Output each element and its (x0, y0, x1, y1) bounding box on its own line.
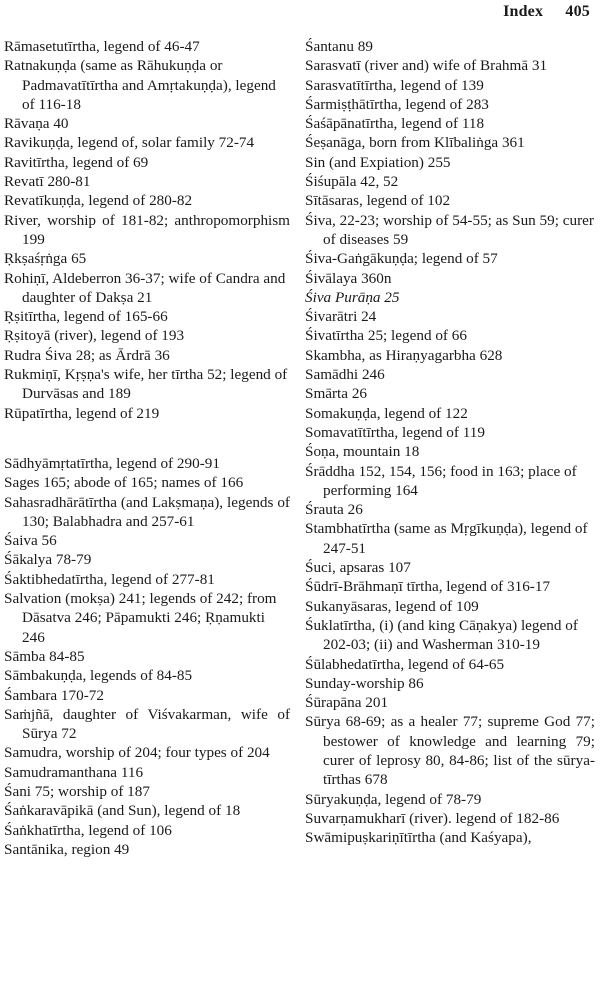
index-entry: Ṛṣitoyā (river), legend of 193 (4, 327, 185, 345)
index-entry: Śeṣanāga, born from Klībaliṅga 361 (305, 134, 525, 152)
index-entry: Sūrya 68-69; as a healer 77; supreme God 77; bestower of knowledge and learning 79; curer of leprosy 80, 84-86; list of the sūrya-tīrthas 678 (305, 713, 595, 789)
index-entry: Sarasvatī (river and) wife of Brahmā 31 (305, 57, 548, 75)
index-entry: Śoṇa, mountain 18 (305, 443, 420, 461)
index-entry: Śiva-Gaṅgākuṇḍa; legend of 57 (305, 250, 498, 268)
index-entry: Śūdrī-Brāhmaṇī tīrtha, legend of 316-17 (305, 578, 551, 596)
index-entry: Sarasvatītīrtha, legend of 139 (305, 76, 484, 94)
index-entry: Santānika, region 49 (4, 840, 130, 858)
index-entry: Rohiṇī, Aldeberron 36-37; wife of Candra and daughter of Dakṣa 21 (4, 269, 286, 306)
running-head (503, 3, 590, 21)
index-entry: Ṛṣitīrtha, legend of 165-66 (4, 308, 168, 326)
index-entry: Śiśupāla 42, 52 (305, 173, 399, 191)
index-entry: Sāmbakuṇḍa, legends of 84-85 (4, 667, 193, 685)
index-entry: Śaśāpānatīrtha, legend of 118 (305, 115, 485, 133)
index-entry: Sunday-worship 86 (305, 674, 424, 692)
index-entry: Smārta 26 (305, 385, 368, 403)
index-entry: Samudra, worship of 204; four types of 204 (4, 744, 270, 762)
index-entry: Śuci, apsaras 107 (305, 559, 411, 577)
index-entry: Sūryakuṇḍa, legend of 78-79 (305, 790, 482, 808)
index-entry: Saṁjñā, daughter of Viśvakarman, wife of Sūrya 72 (4, 705, 290, 743)
index-entry: Śiva, 22-23; worship of 54-55; as Sun 59; curer of diseases 59 (305, 211, 594, 248)
index-entry: Śarmiṣṭhātīrtha, legend of 283 (305, 95, 489, 113)
index-entry: Ravitīrtha, legend of 69 (4, 153, 149, 171)
index-entry: Ravikuṇḍa, legend of, solar family 72-74 (4, 134, 255, 152)
index-entry: Salvation (mokṣa) 241; legends of 242; from Dāsatva 246; Pāpamukti 246; Ṛṇamukti 246 (4, 590, 277, 646)
index-entry: Śantanu 89 (305, 38, 373, 55)
index-entry: Śrāddha 152, 154, 156; food in 163; place of performing 164 (305, 462, 577, 499)
index-entry: Ratnakuṇḍa (same as Rāhukuṇḍa or Padmavatītīrtha and Amṛtakuṇḍa), legend of 116-18 (4, 57, 276, 113)
index-entry: Sages 165; abode of 165; names of 166 (4, 474, 244, 492)
index-entry: Somakuṇḍa, legend of 122 (305, 404, 468, 422)
index-entry: Sādhyāmṛtatīrtha, legend of 290-91 (4, 454, 220, 472)
index-entry: Rūpatīrtha, legend of 219 (4, 404, 160, 422)
index-entry: Śaṅkaravāpikā (and Sun), legend of 18 (4, 802, 241, 820)
index-entry: River, worship of 181-82; anthropomorphism 199 (4, 211, 290, 248)
index-entry: Stambhatīrtha (same as Mṛgīkuṇḍa), legend of 247-51 (305, 520, 588, 557)
index-entry: Somavatītīrtha, legend of 119 (305, 423, 485, 441)
index-entry: Śivarātri 24 (305, 308, 377, 326)
index-entry: Śiva Purāṇa 25 (305, 288, 400, 306)
index-entry: Śivatīrtha 25; legend of 66 (305, 327, 467, 345)
index-entry: Swāmipuṣkariṇītīrtha (and Kaśyapa), (305, 829, 532, 847)
index-entry: Rāmasetutīrtha, legend of 46-47 (4, 38, 200, 55)
index-entry: Śani 75; worship of 187 (4, 782, 150, 800)
index-entry: Rukmiṇī, Kṛṣṇa's wife, her tīrtha 52; legend of Durvāsas and 189 (4, 366, 288, 403)
index-entry: Śūrapāna 201 (305, 694, 389, 712)
index-entry: Sītāsaras, legend of 102 (305, 192, 451, 210)
index-entry: Revatī 280-81 (4, 173, 91, 191)
index-entry: Śrauta 26 (305, 501, 363, 519)
index-entry: Sāmba 84-85 (4, 647, 85, 665)
index-group-r (4, 37, 290, 423)
index-entry: Śaktibhedatīrtha, legend of 277-81 (4, 570, 215, 588)
index-entry: Samādhi 246 (305, 366, 385, 384)
index-entry: Śākalya 78-79 (4, 551, 92, 569)
index-group-s (4, 454, 290, 859)
index-entry: Sahasradhārātīrtha (and Lakṣmaṇa), legends of 130; Balabhadra and 257-61 (4, 493, 290, 530)
index-entry: Rudra Śiva 28; as Ārdrā 36 (4, 346, 170, 364)
index-entry: Śuklatīrtha, (i) (and king Cāṇakya) legend of 202-03; (ii) and Washerman 310-19 (305, 616, 578, 654)
index-entry: Rāvaṇa 40 (4, 115, 69, 133)
index-entry: Sukanyāsaras, legend of 109 (305, 597, 479, 615)
index-entry: Śaiva 56 (4, 532, 57, 550)
index-entry: Śaṅkhatīrtha, legend of 106 (4, 821, 172, 839)
section-gap (4, 423, 290, 454)
index-entry: Śambara 170-72 (4, 686, 104, 704)
left-index-column (4, 37, 290, 859)
right-index-column (305, 37, 595, 847)
index-entry: Revatīkuṇḍa, legend of 280-82 (4, 192, 193, 210)
page-number: 405 (565, 3, 590, 20)
index-entry: Skambha, as Hiraṇyagarbha 628 (305, 346, 503, 364)
header-label: Index (503, 3, 544, 20)
index-entry: Samudramanthana 116 (4, 763, 144, 781)
index-entry: Śūlabhedatīrtha, legend of 64-65 (305, 655, 505, 673)
index-entry: Sin (and Expiation) 255 (305, 153, 451, 171)
index-entry: Śivālaya 360n (305, 269, 392, 287)
index-entry: Ṛkṣaśṛṅga 65 (4, 250, 87, 268)
index-entry: Suvarṇamukharī (river). legend of 182-86 (305, 809, 560, 827)
